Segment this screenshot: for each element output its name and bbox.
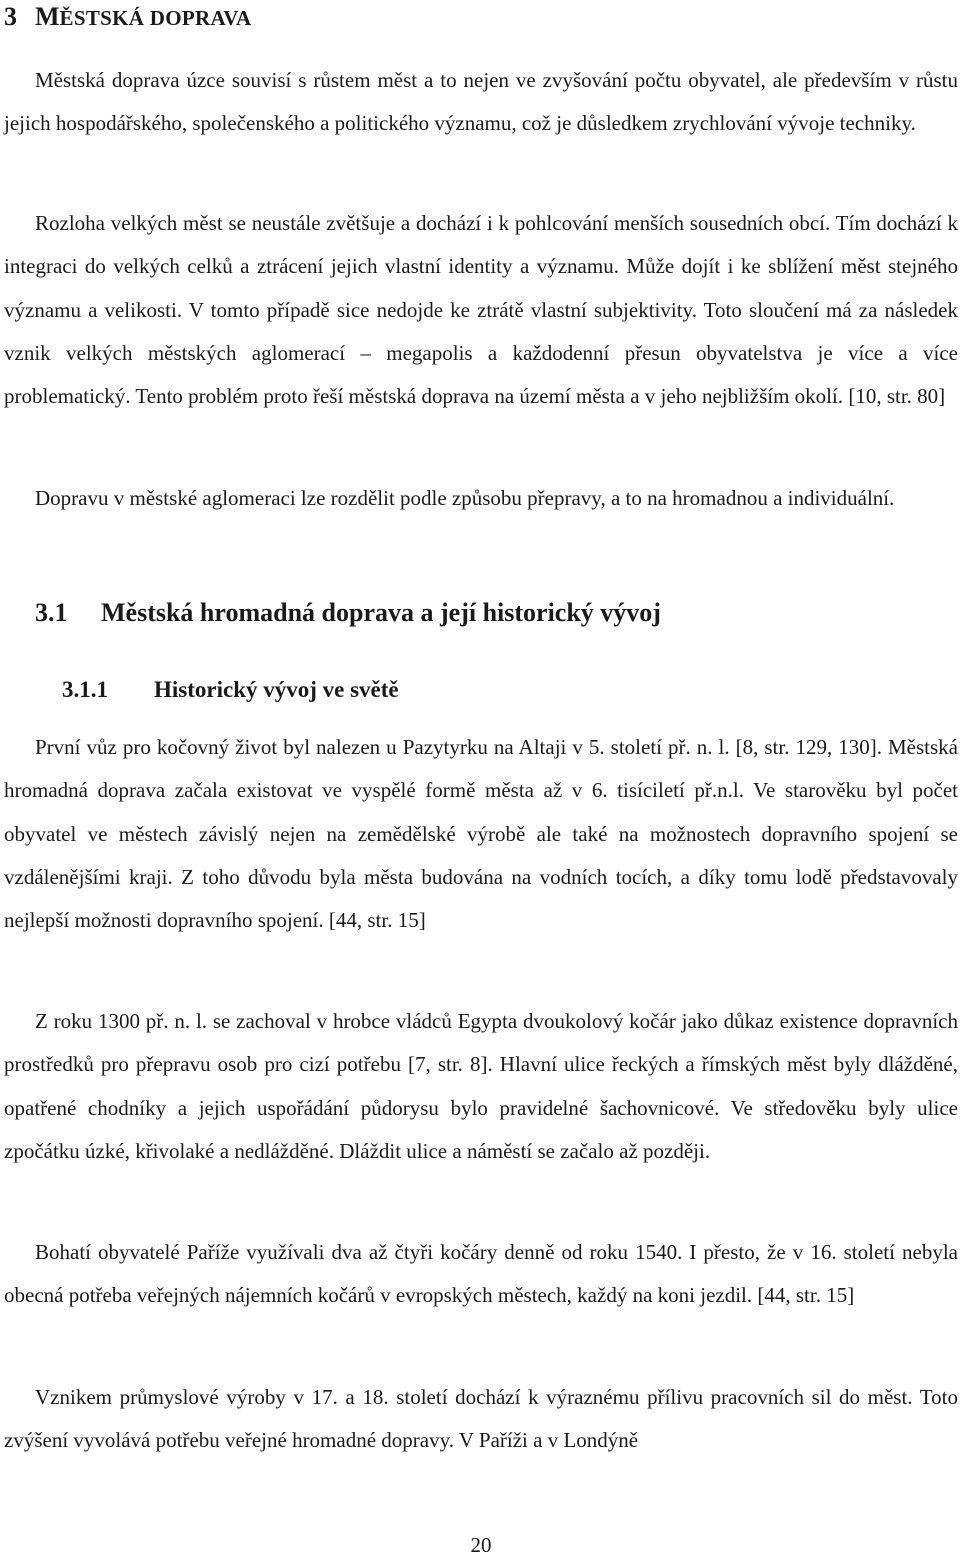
paragraph-intro-1: Městská doprava úzce souvisí s růstem měst a to nejen ve zvyšování počtu obyvatel, ale především v růstu jejich hospodářského, společenského a politického významu, což je důsledkem zrychlování vývoje techniky. [4,68,958,136]
chapter-title-initial: M [35,2,60,31]
paragraph-history-2: Z roku 1300 př. n. l. se zachoval v hrobce vládců Egypta dvoukolový kočár jako důkaz existence dopravních prostředků pro přepravu osob pro cizí potřebu [7, str. 8]. Hlavní ulice řeckých a římských měst byly dlážděné, opatřené chodníky a jejich uspořádání půdorysu bylo pravidelné šachovnicové. Ve středověku byly ulice zpočátku úzké, křivolaké a nedlážděné. Dláždit ulice a náměstí se začalo až později. [4,1009,958,1163]
chapter-heading [4,0,251,35]
paragraph-intro-2: Rozloha velkých měst se neustále zvětšuje a dochází i k pohlcování menších sousedních obcí. Tím dochází k integraci do velkých celků a ztrácení jejich vlastní identity a významu. Může dojít i ke sblížení měst stejného významu a velikosti. V tomto případě sice nedojde ke ztrátě vlastní subjektivity. Toto sloučení má za následek vznik velkých městských aglomerací – megapolis a každodenní přesun obyvatelstva je více a více problematický. Tento problém proto řeší městská doprava na území města a v jeho nejbližším okolí. [10, str. 80] [4,211,958,409]
chapter-number: 3 [4,2,17,31]
paragraph-history-4: Vznikem průmyslové výroby v 17. a 18. století dochází k výraznému přílivu pracovních sil do měst. Toto zvýšení vyvolává potřebu veřejné hromadné dopravy. V Paříži a v Londýně [4,1385,958,1453]
paragraph-intro-3: Dopravu v městské aglomeraci lze rozdělit podle způsobu přepravy, a to na hromadnou a individuální. [35,486,895,510]
page-number: 20 [470,1533,492,1557]
section-heading [35,596,661,630]
subsection-title: Historický vývoj ve světě [154,677,399,702]
chapter-title-rest: ĚSTSKÁ DOPRAVA [59,6,252,30]
subsection-number: 3.1.1 [62,677,108,702]
section-number: 3.1 [35,598,68,627]
section-title: Městská hromadná doprava a její historický vývoj [101,598,661,627]
subsection-heading [62,675,399,705]
paragraph-history-3: Bohatí obyvatelé Paříže využívali dva až čtyři kočáry denně od roku 1540. I přesto, že v 16. století nebyla obecná potřeba veřejných nájemních kočárů v evropských městech, každý na koni jezdil. [44, str. 15] [4,1240,958,1308]
paragraph-history-1: První vůz pro kočovný život byl nalezen u Pazytyrku na Altaji v 5. století př. n. l. [8, str. 129, 130]. Městská hromadná doprava začala existovat ve vyspělé formě města až v 6. tisíciletí př.n.l. Ve starověku byl počet obyvatel ve městech závislý nejen na zemědělské výrobě ale také na možnostech dopravního spojení se vzdálenějšími kraji. Z toho důvodu byla města budována na vodních tocích, a díky tomu lodě představovaly nejlepší možnosti dopravního spojení. [44, str. 15] [4,735,958,933]
